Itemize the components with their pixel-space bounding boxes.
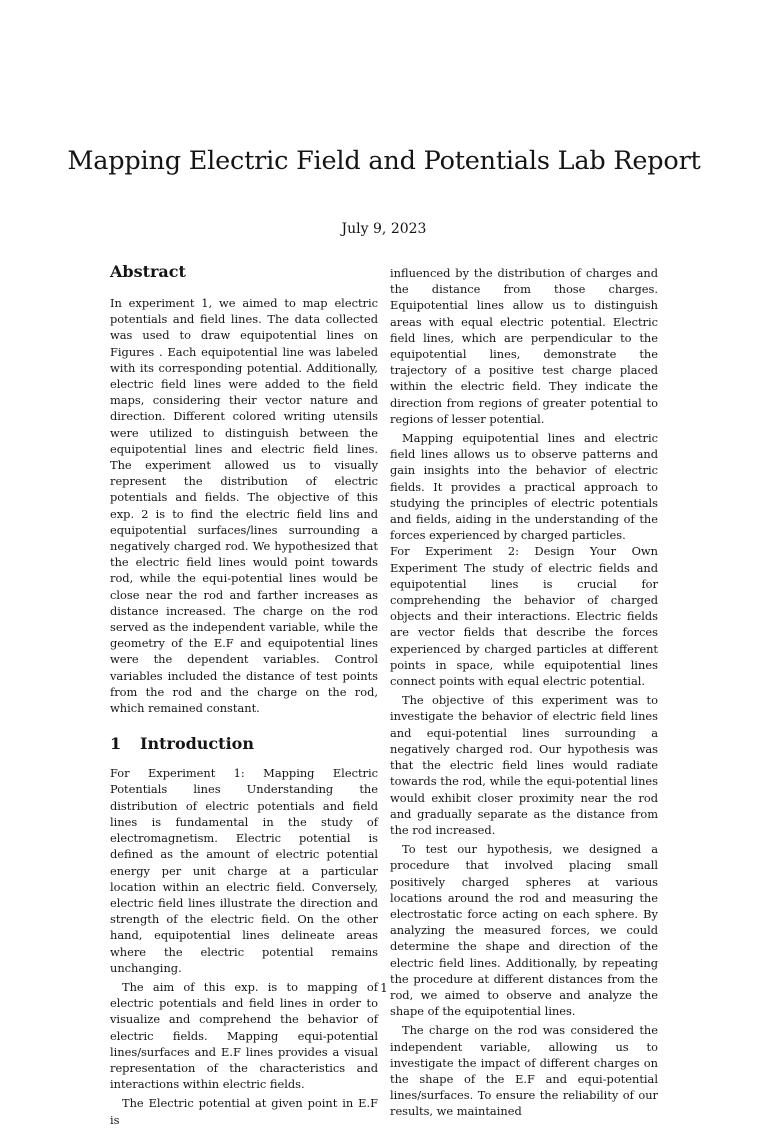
document-title: Mapping Electric Field and Potentials Lab Report: [67, 146, 701, 176]
intro-paragraph: The objective of this experiment was to investigate the behavior of electric field lines and equi-potential lines surrounding a negatively charged rod. Our hypothesis was that the electric field lines would radiate towards the rod, while the equi-potential lines would exhibit closer proximity near the rod and gradually separate as the distance from the rod increased.: [390, 693, 658, 837]
intro-paragraph: Mapping equipotential lines and electric field lines allows us to observe patterns and gain insights into the behavior of electric fields. It provides a practical approach to studying the principles of electric potentials and fields, aiding in the understanding of the forces experienced by charged particles.: [390, 431, 658, 543]
intro-paragraph: To test our hypothesis, we designed a procedure that involved placing small positively charged spheres at various locations around the rod and measuring the electrostatic force acting on each sphere. By analyzing the measured forces, we could determine the shape and direction of the electric field lines. Additionally, by repeating the procedure at different distances from the rod, we aimed to observe and analyze the shape of the equipotential lines.: [390, 842, 658, 1019]
intro-paragraph: The charge on the rod was considered the independent variable, allowing us to investigate the impact of different charges on the shape of the E.F and equi-potential lines/surfaces. To ensure the reliability of our results, we maintained: [390, 1023, 658, 1119]
introduction-heading: [110, 733, 378, 755]
experiment-2-paragraph: For Experiment 2: Design Your Own Experiment The study of electric fields and equipotential lines is crucial for comprehending the behavior of charged objects and their interactions. Electric fields are vector fields that describe the forces experienced by charged particles at different points in space, while equipotential lines connect points with equal electric potential.: [390, 544, 658, 689]
left-column: [110, 261, 378, 1128]
abstract-heading: Abstract: [110, 262, 186, 281]
intro-paragraph: influenced by the distribution of charges and the distance from those charges. Equipotential lines allow us to distinguish areas with equal electric potential. Electric field lines, which are perpendicular to the equipotential lines, demonstrate the trajectory of a positive test charge placed within the electric field. They indicate the direction from regions of greater potential to regions of lesser potential.: [390, 266, 658, 426]
document-date: July 9, 2023: [341, 221, 427, 237]
abstract-paragraph: In experiment 1, we aimed to map electric potentials and field lines. The data collected was used to draw equipotential lines on Figures . Each equipotential line was labeled with its corresponding potential. Additionally, electric field lines were added to the field maps, considering their vector nature and direction. Different colored writing utensils were utilized to distinguish between the equipotential lines and electric field lines. The experiment allowed us to visually represent the distribution of electric potentials and fields. The objective of this exp. 2 is to find the electric field lins and equipotential surfaces/lines surrounding a negatively charged rod. We hypothesized that the electric field lines would point towards rod, while the equi-potential lines would be close near the rod and farther increases as distance increased. The charge on the rod served as the independent variable, while the geometry of the E.F and equipotential lines were the dependent variables. Control variables included the distance of test points from the rod and the charge on the rod, which remained constant.: [110, 296, 378, 716]
section-title: Introduction: [140, 734, 254, 754]
intro-paragraph: The aim of this exp. is to mapping of electric potentials and field lines in order to visualize and comprehend the behavior of electric fields. Mapping equi-potential lines/surfaces and E.F lines provides a visual representation of the characteristics and interactions within electric fields.: [110, 979, 378, 1092]
page-number: 1: [380, 981, 388, 995]
intro-paragraph: For Experiment 1: Mapping Electric Potentials lines Understanding the distribution of electric potentials and field lines is fundamental in the study of electromagnetism. Electric potential is defined as the amount of electric potential energy per unit charge at a particular location within an electric field. Conversely, electric field lines illustrate the direction and strength of the electric field. On the other hand, equipotential lines delineate areas where the electric potential remains unchanging.: [110, 766, 378, 975]
intro-paragraph: The Electric potential at given point in E.F is: [110, 1096, 378, 1127]
section-number: 1: [110, 734, 122, 754]
